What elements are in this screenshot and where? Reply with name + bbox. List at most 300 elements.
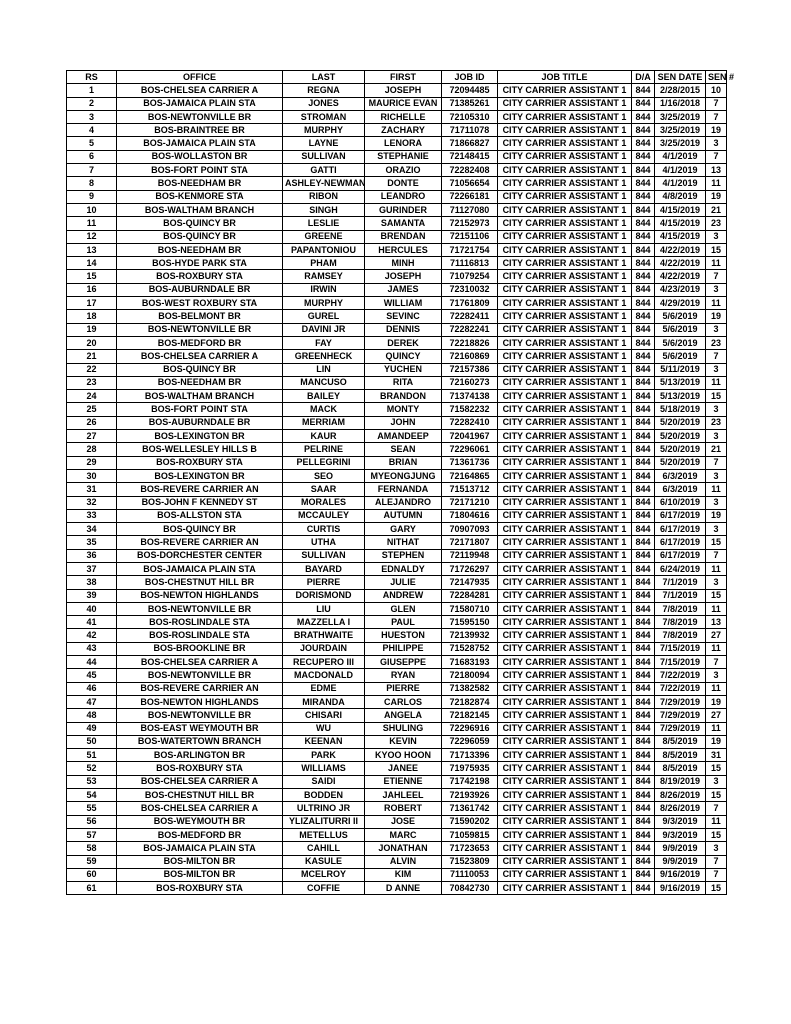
- cell-first: JOHN: [365, 416, 442, 429]
- cell-sen-number: 11: [706, 682, 727, 695]
- cell-first: HERCULES: [365, 243, 442, 256]
- cell-da: 844: [632, 562, 655, 575]
- cell-last: SULLIVAN: [283, 150, 365, 163]
- table-row: [67, 350, 727, 363]
- cell-rs: 11: [67, 217, 117, 230]
- table-row: [67, 695, 727, 708]
- cell-sen-date: 1/16/2018: [655, 97, 706, 110]
- cell-da: 844: [632, 124, 655, 137]
- cell-first: MONTY: [365, 403, 442, 416]
- table-row: [67, 137, 727, 150]
- cell-first: GLEN: [365, 602, 442, 615]
- table-row: [67, 376, 727, 389]
- cell-da: 844: [632, 735, 655, 748]
- cell-job-id: 71711078: [442, 124, 498, 137]
- cell-last: LAYNE: [283, 137, 365, 150]
- cell-da: 844: [632, 363, 655, 376]
- cell-da: 844: [632, 629, 655, 642]
- cell-last: WILLIAMS: [283, 762, 365, 775]
- cell-rs: 58: [67, 842, 117, 855]
- seniority-roster-table: [66, 70, 735, 895]
- cell-rs: 12: [67, 230, 117, 243]
- cell-sen-date: 6/24/2019: [655, 562, 706, 575]
- cell-last: SAAR: [283, 483, 365, 496]
- table-row: [67, 775, 727, 788]
- table-row: [67, 203, 727, 216]
- cell-job-title: CITY CARRIER ASSISTANT 1: [498, 124, 632, 137]
- table-row: [67, 815, 727, 828]
- cell-rs: 42: [67, 629, 117, 642]
- cell-sen-number: 15: [706, 762, 727, 775]
- cell-sen-date: 7/8/2019: [655, 602, 706, 615]
- cell-office: BOS-NEWTONVILLE BR: [117, 669, 283, 682]
- cell-first: RYAN: [365, 669, 442, 682]
- cell-office: BOS-WATERTOWN BRANCH: [117, 735, 283, 748]
- cell-first: RICHELLE: [365, 110, 442, 123]
- cell-job-title: CITY CARRIER ASSISTANT 1: [498, 336, 632, 349]
- cell-office: BOS-JAMAICA PLAIN STA: [117, 842, 283, 855]
- cell-da: 844: [632, 350, 655, 363]
- table-row: [67, 629, 727, 642]
- cell-sen-date: 4/1/2019: [655, 177, 706, 190]
- cell-first: HUESTON: [365, 629, 442, 642]
- cell-first: SAMANTA: [365, 217, 442, 230]
- cell-sen-number: 7: [706, 802, 727, 815]
- cell-first: D ANNE: [365, 882, 442, 895]
- cell-da: 844: [632, 84, 655, 97]
- cell-sen-number: 11: [706, 177, 727, 190]
- table-row: [67, 523, 727, 536]
- cell-sen-date: 4/15/2019: [655, 230, 706, 243]
- cell-last: ASHLEY-NEWMAN: [283, 177, 365, 190]
- cell-first: ALEJANDRO: [365, 496, 442, 509]
- table-row: [67, 110, 727, 123]
- cell-office: BOS-BROOKLINE BR: [117, 642, 283, 655]
- cell-rs: 19: [67, 323, 117, 336]
- cell-sen-number: 21: [706, 443, 727, 456]
- cell-rs: 23: [67, 376, 117, 389]
- cell-job-title: CITY CARRIER ASSISTANT 1: [498, 629, 632, 642]
- cell-job-title: CITY CARRIER ASSISTANT 1: [498, 549, 632, 562]
- table-row: [67, 789, 727, 802]
- cell-rs: 22: [67, 363, 117, 376]
- cell-sen-number: 3: [706, 842, 727, 855]
- cell-office: BOS-WEYMOUTH BR: [117, 815, 283, 828]
- cell-job-id: 71590202: [442, 815, 498, 828]
- cell-job-title: CITY CARRIER ASSISTANT 1: [498, 97, 632, 110]
- cell-first: JOSEPH: [365, 84, 442, 97]
- cell-rs: 5: [67, 137, 117, 150]
- cell-sen-number: 31: [706, 749, 727, 762]
- cell-job-id: 71721754: [442, 243, 498, 256]
- cell-sen-date: 5/6/2019: [655, 310, 706, 323]
- cell-sen-date: 5/20/2019: [655, 456, 706, 469]
- cell-sen-date: 6/3/2019: [655, 483, 706, 496]
- cell-rs: 18: [67, 310, 117, 323]
- cell-last: PHAM: [283, 257, 365, 270]
- cell-last: GATTI: [283, 164, 365, 177]
- cell-rs: 52: [67, 762, 117, 775]
- cell-first: QUINCY: [365, 350, 442, 363]
- cell-last: MERRIAM: [283, 416, 365, 429]
- cell-sen-date: 4/22/2019: [655, 243, 706, 256]
- cell-da: 844: [632, 469, 655, 482]
- cell-first: LENORA: [365, 137, 442, 150]
- cell-da: 844: [632, 642, 655, 655]
- cell-office: BOS-WALTHAM BRANCH: [117, 390, 283, 403]
- cell-first: GARY: [365, 523, 442, 536]
- cell-job-title: CITY CARRIER ASSISTANT 1: [498, 164, 632, 177]
- cell-rs: 61: [67, 882, 117, 895]
- cell-office: BOS-ROSLINDALE STA: [117, 616, 283, 629]
- cell-job-id: 72171210: [442, 496, 498, 509]
- cell-office: BOS-ALLSTON STA: [117, 509, 283, 522]
- cell-last: KAUR: [283, 430, 365, 443]
- cell-last: RIBON: [283, 190, 365, 203]
- cell-office: BOS-NEEDHAM BR: [117, 177, 283, 190]
- cell-sen-number: 7: [706, 855, 727, 868]
- cell-da: 844: [632, 802, 655, 815]
- cell-last: MACK: [283, 403, 365, 416]
- cell-job-title: CITY CARRIER ASSISTANT 1: [498, 789, 632, 802]
- cell-sen-date: 7/8/2019: [655, 629, 706, 642]
- cell-sen-number: 3: [706, 775, 727, 788]
- cell-sen-date: 9/9/2019: [655, 855, 706, 868]
- cell-rs: 7: [67, 164, 117, 177]
- cell-last: PELRINE: [283, 443, 365, 456]
- cell-sen-date: 8/26/2019: [655, 789, 706, 802]
- cell-job-id: 72282411: [442, 310, 498, 323]
- cell-rs: 41: [67, 616, 117, 629]
- cell-office: BOS-FORT POINT STA: [117, 403, 283, 416]
- cell-sen-number: 11: [706, 815, 727, 828]
- cell-first: ROBERT: [365, 802, 442, 815]
- cell-rs: 14: [67, 257, 117, 270]
- table-row: [67, 323, 727, 336]
- cell-office: BOS-MILTON BR: [117, 868, 283, 881]
- cell-job-id: 72147935: [442, 576, 498, 589]
- cell-job-title: CITY CARRIER ASSISTANT 1: [498, 297, 632, 310]
- cell-office: BOS-JAMAICA PLAIN STA: [117, 137, 283, 150]
- cell-rs: 34: [67, 523, 117, 536]
- cell-job-title: CITY CARRIER ASSISTANT 1: [498, 257, 632, 270]
- cell-sen-date: 5/6/2019: [655, 323, 706, 336]
- cell-first: MINH: [365, 257, 442, 270]
- table-row: [67, 416, 727, 429]
- table-row: [67, 602, 727, 615]
- cell-sen-date: 7/15/2019: [655, 656, 706, 669]
- column-header-job-title: JOB TITLE: [498, 71, 632, 84]
- cell-da: 844: [632, 310, 655, 323]
- cell-job-title: CITY CARRIER ASSISTANT 1: [498, 709, 632, 722]
- cell-sen-number: 21: [706, 203, 727, 216]
- table-row: [67, 642, 727, 655]
- table-row: [67, 589, 727, 602]
- cell-rs: 26: [67, 416, 117, 429]
- cell-first: RITA: [365, 376, 442, 389]
- cell-job-title: CITY CARRIER ASSISTANT 1: [498, 695, 632, 708]
- cell-job-title: CITY CARRIER ASSISTANT 1: [498, 616, 632, 629]
- table-row: [67, 868, 727, 881]
- cell-job-id: 71866827: [442, 137, 498, 150]
- cell-sen-date: 5/13/2019: [655, 376, 706, 389]
- cell-sen-date: 6/10/2019: [655, 496, 706, 509]
- cell-sen-number: 3: [706, 283, 727, 296]
- table-row: [67, 842, 727, 855]
- cell-rs: 2: [67, 97, 117, 110]
- cell-job-title: CITY CARRIER ASSISTANT 1: [498, 243, 632, 256]
- cell-office: BOS-ROXBURY STA: [117, 270, 283, 283]
- table-row: [67, 828, 727, 841]
- cell-rs: 31: [67, 483, 117, 496]
- cell-job-id: 72284281: [442, 589, 498, 602]
- cell-sen-date: 9/16/2019: [655, 868, 706, 881]
- cell-job-id: 71580710: [442, 602, 498, 615]
- cell-job-id: 70842730: [442, 882, 498, 895]
- cell-sen-date: 4/15/2019: [655, 203, 706, 216]
- cell-first: DONTE: [365, 177, 442, 190]
- cell-job-id: 71382582: [442, 682, 498, 695]
- cell-sen-date: 5/20/2019: [655, 443, 706, 456]
- cell-job-title: CITY CARRIER ASSISTANT 1: [498, 882, 632, 895]
- cell-da: 844: [632, 190, 655, 203]
- table-row: [67, 403, 727, 416]
- cell-job-id: 72151106: [442, 230, 498, 243]
- cell-office: BOS-CHELSEA CARRIER A: [117, 84, 283, 97]
- cell-rs: 48: [67, 709, 117, 722]
- cell-office: BOS-CHELSEA CARRIER A: [117, 656, 283, 669]
- cell-first: DENNIS: [365, 323, 442, 336]
- cell-rs: 25: [67, 403, 117, 416]
- cell-sen-number: 15: [706, 589, 727, 602]
- cell-job-title: CITY CARRIER ASSISTANT 1: [498, 177, 632, 190]
- cell-rs: 16: [67, 283, 117, 296]
- cell-sen-number: 15: [706, 882, 727, 895]
- cell-sen-number: 15: [706, 828, 727, 841]
- cell-sen-date: 7/1/2019: [655, 576, 706, 589]
- cell-sen-number: 13: [706, 164, 727, 177]
- cell-first: LEANDRO: [365, 190, 442, 203]
- column-header-last: LAST: [283, 71, 365, 84]
- cell-da: 844: [632, 882, 655, 895]
- cell-job-id: 71059815: [442, 828, 498, 841]
- cell-office: BOS-MILTON BR: [117, 855, 283, 868]
- cell-sen-number: 15: [706, 789, 727, 802]
- cell-rs: 50: [67, 735, 117, 748]
- cell-first: SEAN: [365, 443, 442, 456]
- table-row: [67, 456, 727, 469]
- cell-last: CHISARI: [283, 709, 365, 722]
- cell-job-title: CITY CARRIER ASSISTANT 1: [498, 323, 632, 336]
- cell-last: UTHA: [283, 536, 365, 549]
- cell-sen-number: 15: [706, 243, 727, 256]
- cell-rs: 49: [67, 722, 117, 735]
- cell-rs: 60: [67, 868, 117, 881]
- cell-rs: 53: [67, 775, 117, 788]
- cell-job-id: 72310032: [442, 283, 498, 296]
- cell-rs: 29: [67, 456, 117, 469]
- cell-office: BOS-REVERE CARRIER AN: [117, 682, 283, 695]
- cell-sen-number: 11: [706, 376, 727, 389]
- cell-office: BOS-KENMORE STA: [117, 190, 283, 203]
- cell-sen-date: 4/29/2019: [655, 297, 706, 310]
- column-header-da: D/A: [632, 71, 655, 84]
- cell-first: ORAZIO: [365, 164, 442, 177]
- cell-job-title: CITY CARRIER ASSISTANT 1: [498, 523, 632, 536]
- cell-job-id: 71374138: [442, 390, 498, 403]
- cell-job-title: CITY CARRIER ASSISTANT 1: [498, 137, 632, 150]
- cell-rs: 15: [67, 270, 117, 283]
- cell-job-title: CITY CARRIER ASSISTANT 1: [498, 469, 632, 482]
- cell-office: BOS-ARLINGTON BR: [117, 749, 283, 762]
- cell-job-title: CITY CARRIER ASSISTANT 1: [498, 589, 632, 602]
- cell-first: PIERRE: [365, 682, 442, 695]
- cell-da: 844: [632, 483, 655, 496]
- cell-da: 844: [632, 217, 655, 230]
- cell-last: MACDONALD: [283, 669, 365, 682]
- cell-job-title: CITY CARRIER ASSISTANT 1: [498, 390, 632, 403]
- cell-last: SINGH: [283, 203, 365, 216]
- table-row: [67, 682, 727, 695]
- cell-job-id: 72296059: [442, 735, 498, 748]
- cell-last: BAYARD: [283, 562, 365, 575]
- cell-job-id: 72296061: [442, 443, 498, 456]
- cell-job-id: 72182874: [442, 695, 498, 708]
- cell-sen-number: 11: [706, 602, 727, 615]
- cell-job-id: 72094485: [442, 84, 498, 97]
- cell-da: 844: [632, 403, 655, 416]
- cell-last: MCELROY: [283, 868, 365, 881]
- cell-last: JONES: [283, 97, 365, 110]
- cell-last: BAILEY: [283, 390, 365, 403]
- cell-job-id: 71713396: [442, 749, 498, 762]
- cell-sen-date: 8/19/2019: [655, 775, 706, 788]
- cell-last: MANCUSO: [283, 376, 365, 389]
- cell-sen-number: 7: [706, 456, 727, 469]
- cell-job-id: 72282241: [442, 323, 498, 336]
- cell-da: 844: [632, 177, 655, 190]
- cell-sen-date: 9/16/2019: [655, 882, 706, 895]
- cell-first: SEVINC: [365, 310, 442, 323]
- cell-rs: 40: [67, 602, 117, 615]
- cell-rs: 21: [67, 350, 117, 363]
- cell-job-title: CITY CARRIER ASSISTANT 1: [498, 562, 632, 575]
- cell-sen-number: 7: [706, 110, 727, 123]
- table-row: [67, 230, 727, 243]
- cell-office: BOS-WELLESLEY HILLS B: [117, 443, 283, 456]
- cell-sen-number: 23: [706, 217, 727, 230]
- cell-job-id: 71523809: [442, 855, 498, 868]
- table-row: [67, 243, 727, 256]
- cell-last: COFFIE: [283, 882, 365, 895]
- cell-job-title: CITY CARRIER ASSISTANT 1: [498, 682, 632, 695]
- cell-da: 844: [632, 137, 655, 150]
- cell-sen-number: 3: [706, 137, 727, 150]
- cell-rs: 28: [67, 443, 117, 456]
- cell-sen-number: 7: [706, 549, 727, 562]
- cell-office: BOS-NEWTONVILLE BR: [117, 110, 283, 123]
- cell-sen-number: 11: [706, 483, 727, 496]
- cell-last: KASULE: [283, 855, 365, 868]
- cell-da: 844: [632, 722, 655, 735]
- cell-sen-number: 3: [706, 576, 727, 589]
- cell-job-title: CITY CARRIER ASSISTANT 1: [498, 430, 632, 443]
- cell-last: MURPHY: [283, 124, 365, 137]
- cell-last: JOURDAIN: [283, 642, 365, 655]
- cell-da: 844: [632, 828, 655, 841]
- cell-first: YUCHEN: [365, 363, 442, 376]
- cell-last: PARK: [283, 749, 365, 762]
- table-row: [67, 855, 727, 868]
- cell-office: BOS-ROXBURY STA: [117, 762, 283, 775]
- cell-first: ETIENNE: [365, 775, 442, 788]
- cell-sen-date: 6/17/2019: [655, 509, 706, 522]
- cell-da: 844: [632, 656, 655, 669]
- cell-job-id: 72148415: [442, 150, 498, 163]
- cell-job-id: 71127080: [442, 203, 498, 216]
- cell-job-title: CITY CARRIER ASSISTANT 1: [498, 656, 632, 669]
- cell-sen-number: 3: [706, 669, 727, 682]
- cell-job-title: CITY CARRIER ASSISTANT 1: [498, 483, 632, 496]
- cell-first: ALVIN: [365, 855, 442, 868]
- cell-last: MAZZELLA I: [283, 616, 365, 629]
- cell-last: SULLIVAN: [283, 549, 365, 562]
- cell-da: 844: [632, 549, 655, 562]
- cell-office: BOS-ROSLINDALE STA: [117, 629, 283, 642]
- cell-da: 844: [632, 616, 655, 629]
- table-row: [67, 802, 727, 815]
- cell-da: 844: [632, 230, 655, 243]
- cell-last: MCCAULEY: [283, 509, 365, 522]
- cell-first: PHILIPPE: [365, 642, 442, 655]
- cell-office: BOS-EAST WEYMOUTH BR: [117, 722, 283, 735]
- cell-sen-date: 7/22/2019: [655, 682, 706, 695]
- cell-job-id: 71804616: [442, 509, 498, 522]
- table-row: [67, 562, 727, 575]
- cell-sen-date: 5/18/2019: [655, 403, 706, 416]
- cell-da: 844: [632, 336, 655, 349]
- cell-sen-number: 3: [706, 430, 727, 443]
- cell-job-id: 71079254: [442, 270, 498, 283]
- cell-rs: 8: [67, 177, 117, 190]
- cell-rs: 36: [67, 549, 117, 562]
- cell-job-id: 71528752: [442, 642, 498, 655]
- column-header-job-id: JOB ID: [442, 71, 498, 84]
- cell-job-title: CITY CARRIER ASSISTANT 1: [498, 416, 632, 429]
- cell-sen-date: 4/23/2019: [655, 283, 706, 296]
- cell-first: BRIAN: [365, 456, 442, 469]
- cell-rs: 10: [67, 203, 117, 216]
- cell-job-title: CITY CARRIER ASSISTANT 1: [498, 217, 632, 230]
- cell-job-id: 72182145: [442, 709, 498, 722]
- cell-job-id: 71723653: [442, 842, 498, 855]
- cell-rs: 45: [67, 669, 117, 682]
- cell-rs: 17: [67, 297, 117, 310]
- cell-sen-date: 7/29/2019: [655, 709, 706, 722]
- table-row: [67, 616, 727, 629]
- cell-sen-number: 19: [706, 310, 727, 323]
- cell-rs: 6: [67, 150, 117, 163]
- cell-first: WILLIAM: [365, 297, 442, 310]
- cell-job-id: 72160869: [442, 350, 498, 363]
- cell-da: 844: [632, 762, 655, 775]
- cell-first: JAHLEEL: [365, 789, 442, 802]
- cell-job-title: CITY CARRIER ASSISTANT 1: [498, 350, 632, 363]
- cell-da: 844: [632, 536, 655, 549]
- cell-rs: 55: [67, 802, 117, 815]
- cell-job-id: 72282410: [442, 416, 498, 429]
- cell-job-title: CITY CARRIER ASSISTANT 1: [498, 283, 632, 296]
